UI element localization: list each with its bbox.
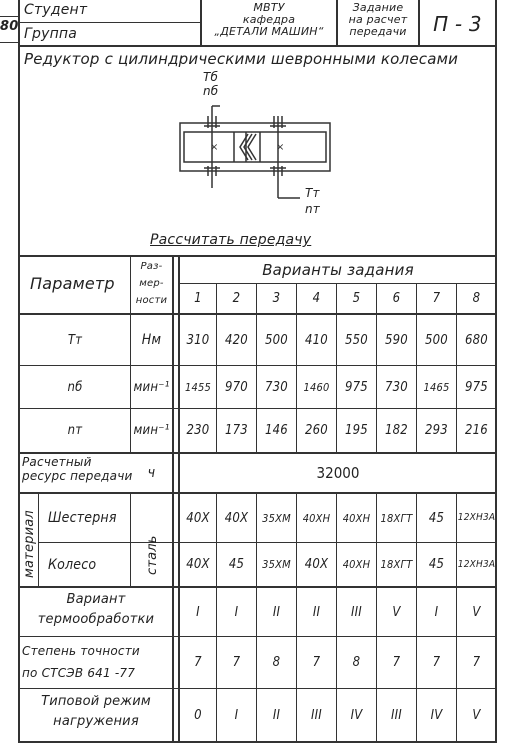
value-cell: 5	[352, 291, 361, 306]
value-cell: IV	[430, 707, 443, 723]
value-cell: 40ХН	[342, 558, 371, 571]
value-cell: 420	[225, 332, 248, 348]
accuracy-label	[22, 640, 140, 684]
value-cell: 1	[194, 291, 202, 306]
value-cell: 35ХМ	[262, 558, 291, 571]
value-cell: 260	[305, 423, 328, 438]
input-speed-label: nб	[203, 84, 219, 98]
value-cell: 730	[385, 379, 408, 395]
value-cell: 730	[265, 379, 288, 395]
param-torque: Tт	[67, 332, 83, 348]
value-cell: 975	[345, 379, 368, 395]
svg-text:×: ×	[276, 142, 285, 153]
value-cell: 45	[228, 557, 245, 572]
unit-torque: Нм	[141, 332, 162, 348]
value-cell: 7	[392, 655, 401, 670]
value-cell: 40Х	[186, 510, 210, 526]
value-cell: I	[196, 604, 200, 620]
value-cell: 8	[272, 655, 281, 670]
value-cell: 8	[352, 655, 361, 670]
value-cell: III	[351, 604, 362, 620]
institution-line: „ДЕТАЛИ МАШИН“	[214, 25, 324, 38]
value-cell: V	[472, 707, 481, 723]
assignment-line: на расчет	[348, 13, 408, 26]
resource-value: 32000	[316, 463, 360, 482]
value-cell: 45	[428, 510, 445, 526]
value-cell: IV	[350, 707, 363, 723]
pinion-label: Шестерня	[48, 510, 117, 526]
output-torque-label: Tт	[305, 186, 320, 200]
value-cell: 182	[385, 423, 408, 438]
gearbox-schematic	[160, 68, 360, 228]
value-cell: 35ХМ	[262, 511, 291, 525]
value-cell: 590	[385, 332, 408, 348]
value-cell: 2	[232, 291, 241, 306]
load-label-line: Типовой режим	[41, 694, 151, 709]
value-cell: 7	[432, 655, 441, 670]
value-cell: 500	[425, 332, 448, 348]
accuracy-label-line: по СТСЭВ 641 -77	[22, 666, 136, 680]
assignment-line: передачи	[349, 25, 407, 38]
value-cell: 410	[305, 332, 328, 348]
unit-header	[131, 258, 172, 309]
value-cell: 4	[312, 291, 321, 306]
value-cell: 680	[465, 332, 488, 348]
value-cell: 500	[265, 332, 288, 348]
unit-header-line: мер-	[139, 278, 164, 289]
value-cell: 7	[232, 655, 241, 670]
value-cell: V	[392, 604, 401, 620]
value-cell: 40Х	[304, 557, 329, 572]
resource-label	[22, 455, 133, 483]
steel-label: сталь	[145, 535, 160, 575]
heat-label-line: термообработки	[37, 612, 155, 627]
value-cell: 40ХН	[342, 511, 371, 525]
value-cell: 1465	[423, 380, 450, 394]
material-label: материал	[22, 510, 37, 578]
value-cell: 40Х	[186, 557, 210, 572]
assignment-code: П - 3	[433, 12, 482, 36]
value-cell: 975	[465, 379, 488, 395]
value-cell: V	[472, 604, 481, 620]
value-cell: 7	[432, 291, 441, 306]
load-mode-label	[20, 692, 172, 732]
unit-header-line: ности	[135, 295, 168, 306]
document-title: Редуктор с цилиндрическими шевронными колесами	[24, 50, 459, 68]
value-cell: 8	[472, 291, 481, 306]
value-cell: I	[234, 604, 239, 620]
value-cell: II	[272, 707, 281, 723]
value-cell: 6	[392, 291, 401, 306]
student-label: Студент	[24, 2, 88, 18]
unit-output-speed: мин⁻¹	[133, 423, 170, 438]
wheel-label: Колесо	[48, 556, 97, 573]
value-cell: 12ХН3А	[457, 512, 496, 523]
value-cell: III	[391, 707, 402, 723]
value-cell: 173	[225, 423, 248, 438]
value-cell: 310	[186, 332, 210, 348]
svg-text:×: ×	[210, 142, 219, 153]
value-cell: II	[312, 604, 321, 620]
unit-input-speed: мин⁻¹	[133, 379, 170, 395]
param-header: Параметр	[30, 274, 115, 293]
resource-unit: ч	[147, 465, 156, 481]
value-cell: 40ХН	[302, 511, 331, 525]
resource-label-line: Расчетный	[22, 455, 92, 469]
value-cell: 970	[225, 379, 248, 395]
accuracy-label-line: Степень точности	[22, 644, 140, 658]
param-output-speed: nт	[67, 423, 83, 438]
group-label: Группа	[24, 26, 78, 42]
value-cell: II	[272, 604, 281, 620]
value-cell: 0	[194, 707, 202, 723]
value-cell: 7	[194, 655, 202, 670]
value-cell: 40Х	[224, 510, 249, 526]
value-cell: 216	[465, 423, 488, 438]
value-cell: 18ХГТ	[380, 511, 413, 525]
resource-label-line: ресурс передачи	[22, 469, 133, 483]
value-cell: I	[434, 604, 439, 620]
value-cell: 293	[425, 423, 448, 438]
input-torque-label: Tб	[203, 70, 219, 84]
output-speed-label: nт	[305, 202, 320, 216]
institution-block	[202, 2, 336, 38]
param-input-speed: nб	[67, 379, 83, 395]
task-instruction: Рассчитать передачу	[150, 232, 312, 248]
value-cell: 1460	[303, 380, 330, 394]
heat-label-line: Вариант	[66, 592, 126, 607]
value-cell: 195	[345, 423, 368, 438]
variants-header: Варианты задания	[262, 261, 414, 279]
load-label-line: нагружения	[53, 714, 139, 729]
institution-line: кафедра	[242, 13, 296, 26]
value-cell: 7	[472, 655, 481, 670]
sheet-number: 80	[0, 19, 19, 34]
institution-line: МВТУ	[253, 1, 285, 14]
heat-treatment-label	[20, 590, 172, 630]
value-cell: 550	[345, 332, 368, 348]
value-cell: 18ХГТ	[380, 558, 413, 571]
value-cell: 146	[265, 423, 288, 438]
value-cell: 45	[428, 557, 445, 572]
value-cell: 230	[186, 423, 210, 438]
assignment-block	[338, 2, 418, 38]
assignment-line: Задание	[352, 1, 404, 14]
value-cell: 3	[272, 291, 281, 306]
value-cell: I	[234, 707, 239, 723]
value-cell: 7	[312, 655, 321, 670]
unit-header-line: Раз-	[140, 261, 163, 272]
value-cell: III	[311, 707, 322, 723]
value-cell: 12ХН3А	[457, 558, 496, 570]
value-cell: 1455	[185, 380, 211, 394]
